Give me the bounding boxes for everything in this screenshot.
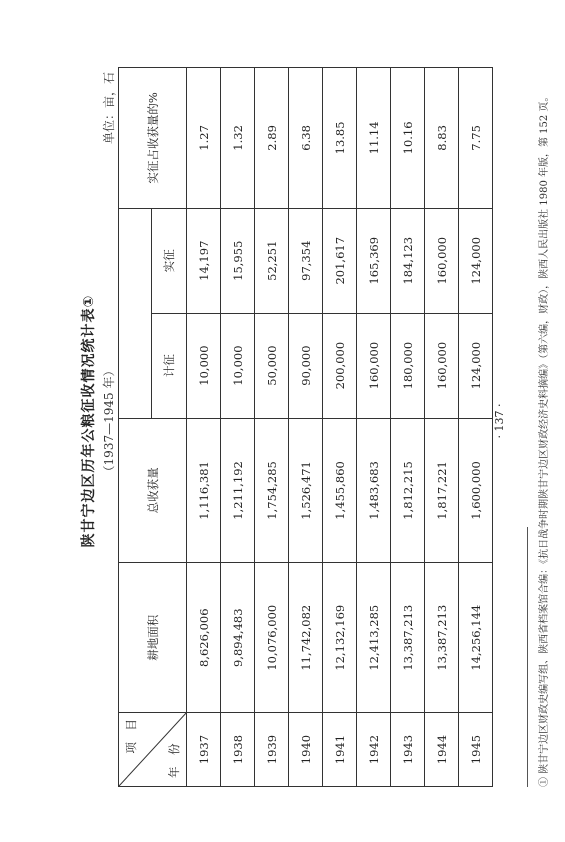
harvest-cell: 1,526,471 — [289, 418, 323, 563]
ratio-cell: 8.83 — [425, 68, 459, 209]
grain-levy-table — [118, 67, 493, 787]
year-cell: 1943 — [391, 713, 425, 787]
footnote: ① 陕甘宁边区财政史编写组、陕西省档案馆合编：《抗日战争时期陕甘宁边区财政经济史料摘编》（第六编，财政），陕西人民出版社 1980 年版，第 152 页。 — [539, 91, 550, 787]
area-cell: 14,256,144 — [459, 563, 493, 713]
area-cell: 13,387,213 — [425, 563, 459, 713]
planned-cell: 160,000 — [425, 313, 459, 418]
footnote-divider — [527, 527, 528, 787]
planned-cell: 10,000 — [221, 313, 255, 418]
ratio-cell: 1.27 — [187, 68, 221, 209]
actual-cell: 184,123 — [391, 208, 425, 313]
harvest-cell: 1,812,215 — [391, 418, 425, 563]
area-cell: 9,894,483 — [221, 563, 255, 713]
harvest-cell: 1,116,381 — [187, 418, 221, 563]
table-row — [255, 68, 289, 787]
table-row — [391, 68, 425, 787]
actual-cell: 52,251 — [255, 208, 289, 313]
actual-cell: 201,617 — [323, 208, 357, 313]
year-cell: 1938 — [221, 713, 255, 787]
corner-header-cell — [119, 713, 187, 787]
table-title: 陕甘宁边区历年公粮征收情况统计表① — [81, 294, 97, 548]
actual-cell: 124,000 — [459, 208, 493, 313]
year-cell: 1939 — [255, 713, 289, 787]
header-total-harvest: 总收获量 — [119, 418, 187, 563]
year-cell: 1944 — [425, 713, 459, 787]
ratio-cell: 10.16 — [391, 68, 425, 209]
table-row — [459, 68, 493, 787]
harvest-cell: 1,817,221 — [425, 418, 459, 563]
harvest-cell: 1,455,860 — [323, 418, 357, 563]
year-cell: 1945 — [459, 713, 493, 787]
table-row — [221, 68, 255, 787]
ratio-cell: 11.14 — [357, 68, 391, 209]
actual-cell: 97,354 — [289, 208, 323, 313]
ratio-cell: 13.85 — [323, 68, 357, 209]
actual-cell: 160,000 — [425, 208, 459, 313]
page-number: · 137 · — [493, 403, 506, 439]
header-cultivated-area: 耕地面积 — [119, 563, 187, 713]
table-row — [187, 68, 221, 787]
table-row — [323, 68, 357, 787]
table-subtitle: （1937—1945 年） — [102, 364, 116, 478]
header-planned-levy: 计征 — [152, 313, 187, 418]
ratio-cell: 2.89 — [255, 68, 289, 209]
ratio-cell: 7.75 — [459, 68, 493, 209]
unit-label: 单位：亩，石 — [102, 72, 116, 145]
planned-cell: 124,000 — [459, 313, 493, 418]
area-cell: 12,413,285 — [357, 563, 391, 713]
planned-cell: 160,000 — [357, 313, 391, 418]
ratio-cell: 1.32 — [221, 68, 255, 209]
area-cell: 13,387,213 — [391, 563, 425, 713]
header-ratio: 实征占收获量的% — [119, 68, 187, 209]
actual-cell: 165,369 — [357, 208, 391, 313]
year-cell: 1940 — [289, 713, 323, 787]
harvest-cell: 1,211,192 — [221, 418, 255, 563]
harvest-cell: 1,600,000 — [459, 418, 493, 563]
year-cell: 1941 — [323, 713, 357, 787]
corner-year-label: 年 份 — [167, 743, 181, 778]
harvest-cell: 1,754,285 — [255, 418, 289, 563]
actual-cell: 14,197 — [187, 208, 221, 313]
actual-cell: 15,955 — [221, 208, 255, 313]
table-row — [357, 68, 391, 787]
table-row — [289, 68, 323, 787]
planned-cell: 10,000 — [187, 313, 221, 418]
area-cell: 8,626,006 — [187, 563, 221, 713]
corner-item-label: 项 目 — [124, 719, 138, 754]
planned-cell: 180,000 — [391, 313, 425, 418]
table-row — [425, 68, 459, 787]
ratio-cell: 6.38 — [289, 68, 323, 209]
header-row — [119, 68, 152, 787]
area-cell: 11,742,082 — [289, 563, 323, 713]
area-cell: 10,076,000 — [255, 563, 289, 713]
planned-cell: 90,000 — [289, 313, 323, 418]
year-cell: 1937 — [187, 713, 221, 787]
header-actual-levy: 实征 — [152, 208, 187, 313]
planned-cell: 50,000 — [255, 313, 289, 418]
year-cell: 1942 — [357, 713, 391, 787]
header-levy-group — [119, 208, 152, 418]
planned-cell: 200,000 — [323, 313, 357, 418]
harvest-cell: 1,483,683 — [357, 418, 391, 563]
area-cell: 12,132,169 — [323, 563, 357, 713]
